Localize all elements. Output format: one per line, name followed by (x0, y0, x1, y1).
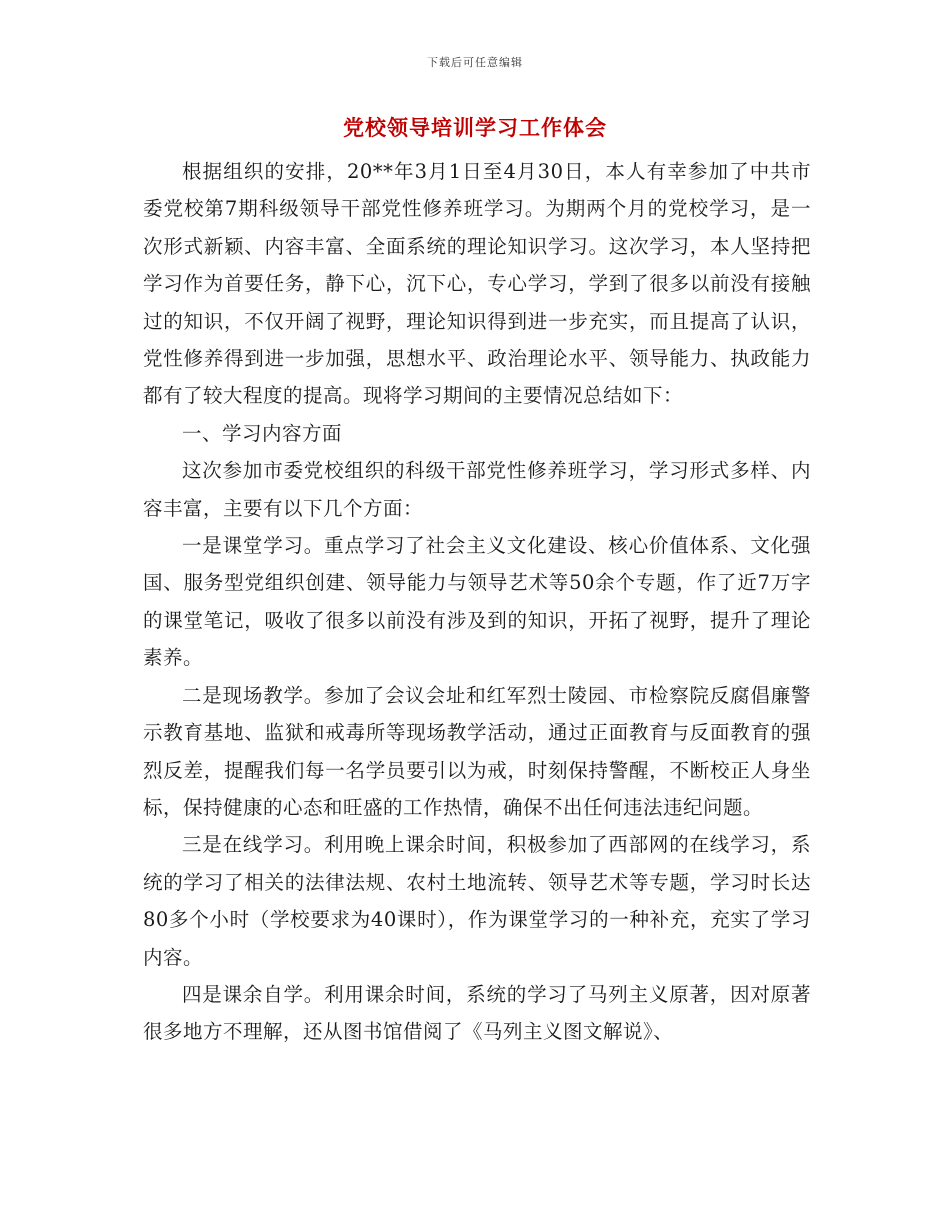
paragraph-field-teaching: 二是现场教学。参加了会议会址和红军烈士陵园、市检察院反腐倡廉警示教育基地、监狱和戒毒所等现场教学活动，通过正面教育与反面教育的强烈反差，提醒我们每一名学员要引以为戒，时刻保持警醒，不断校正人身坐标，保持健康的心态和旺盛的工作热情，确保不出任何违法违纪问题。 (143, 683, 811, 819)
paragraph-online-study: 三是在线学习。利用晚上课余时间，积极参加了西部网的在线学习，系统的学习了相关的法律法规、农村土地流转、领导艺术等专题，学习时长达80多个小时（学校要求为40课时），作为课堂学习的一种补充，充实了学习内容。 (143, 833, 811, 969)
paragraph-intro: 根据组织的安排，20**年3月1日至4月30日，本人有幸参加了中共市委党校第7期科级领导干部党性修养班学习。为期两个月的党校学习，是一次形式新颖、内容丰富、全面系统的理论知识学习。这次学习，本人坚持把学习作为首要任务，静下心，沉下心，专心学习，学到了很多以前没有接触过的知识，不仅开阔了视野，理论知识得到进一步充实，而且提高了认识，党性修养得到进一步加强，思想水平、政治理论水平、领导能力、执政能力都有了较大程度的提高。现将学习期间的主要情况总结如下： (143, 160, 811, 408)
header-note: 下载后可任意编辑 (427, 56, 523, 69)
section-heading-1: 一、学习内容方面 (182, 421, 343, 445)
paragraph-overview: 这次参加市委党校组织的科级干部党性修养班学习，学习形式多样、内容丰富，主要有以下几个方面： (143, 459, 811, 520)
document-title: 党校领导培训学习工作体会 (343, 115, 607, 140)
paragraph-self-study: 四是课余自学。利用课余时间，系统的学习了马列主义原著，因对原著很多地方不理解，还从图书馆借阅了《马列主义图文解说》、 (143, 982, 811, 1044)
paragraph-classroom: 一是课堂学习。重点学习了社会主义文化建设、核心价值体系、文化强国、服务型党组织创建、领导能力与领导艺术等50余个专题，作了近7万字的课堂笔记，吸收了很多以前没有涉及到的知识，开拓了视野，提升了理论素养。 (143, 534, 811, 670)
document-body (143, 153, 811, 1051)
